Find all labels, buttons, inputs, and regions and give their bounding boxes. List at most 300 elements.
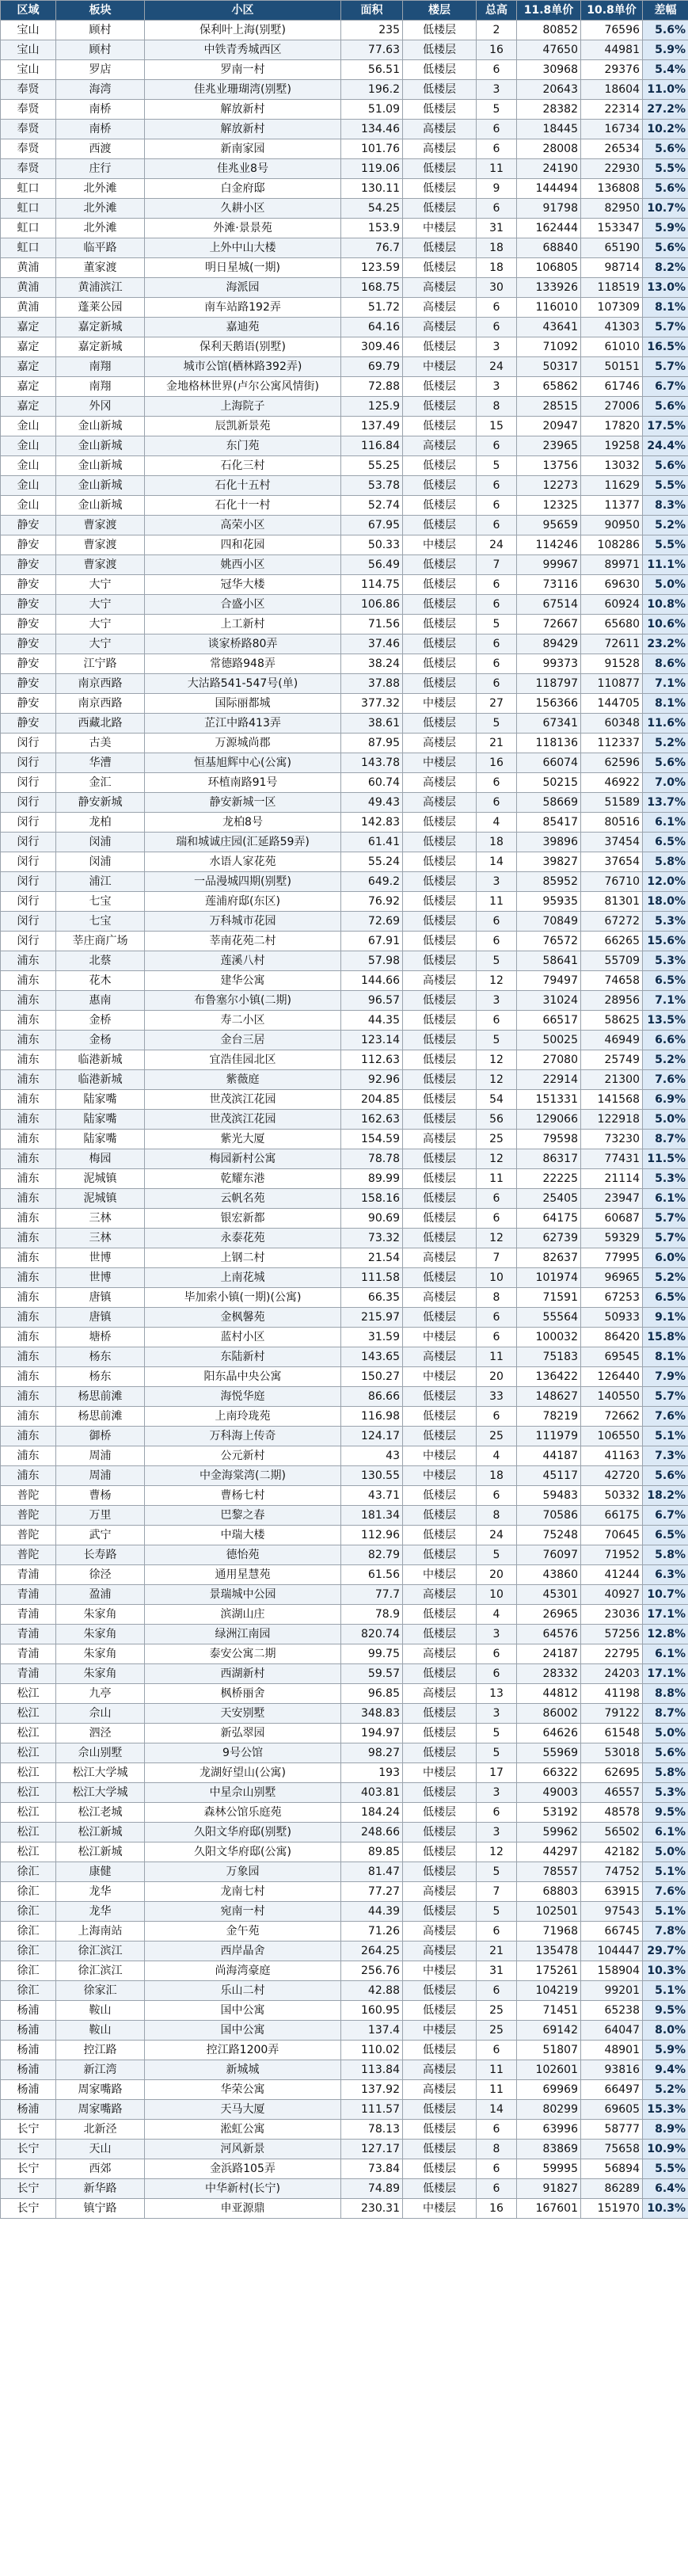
cell-total-floors: 5	[477, 1902, 517, 1922]
cell-price-1008: 106550	[581, 1427, 643, 1446]
cell-price-1008: 37454	[581, 833, 643, 852]
cell-total-floors: 31	[477, 219, 517, 238]
cell-floor-type: 低楼层	[403, 892, 477, 912]
cell-total-floors: 12	[477, 1070, 517, 1090]
cell-floor-type: 低楼层	[403, 2001, 477, 2021]
cell-area: 77.7	[341, 1585, 403, 1605]
cell-price-1008: 62695	[581, 1763, 643, 1783]
table-row	[1, 377, 688, 397]
table-row	[1, 456, 688, 476]
table-row	[1, 1922, 688, 1942]
table-row	[1, 1526, 688, 1545]
cell-price-1008: 97543	[581, 1902, 643, 1922]
cell-diff: 5.5%	[643, 2159, 688, 2179]
cell-total-floors: 3	[477, 1625, 517, 1644]
cell-area: 110.02	[341, 2041, 403, 2060]
cell-total-floors: 24	[477, 357, 517, 377]
cell-price-1108: 13756	[517, 456, 581, 476]
cell-community: 龙柏8号	[145, 813, 341, 833]
cell-floor-type: 低楼层	[403, 21, 477, 40]
cell-floor-type: 中楼层	[403, 219, 477, 238]
cell-price-1008: 50151	[581, 357, 643, 377]
cell-price-1108: 22914	[517, 1070, 581, 1090]
table-row	[1, 1724, 688, 1743]
cell-community: 石化十一村	[145, 496, 341, 516]
cell-diff: 27.2%	[643, 100, 688, 120]
cell-area: 92.96	[341, 1070, 403, 1090]
cell-area: 124.17	[341, 1427, 403, 1446]
cell-region: 宝山	[1, 60, 56, 80]
cell-floor-type: 中楼层	[403, 1961, 477, 1981]
cell-area: 42.88	[341, 1981, 403, 2001]
cell-price-1008: 75658	[581, 2140, 643, 2159]
cell-price-1008: 48578	[581, 1803, 643, 1823]
cell-price-1108: 71092	[517, 337, 581, 357]
cell-diff: 7.6%	[643, 1070, 688, 1090]
cell-region: 松江	[1, 1743, 56, 1763]
cell-price-1008: 108286	[581, 535, 643, 555]
table-row	[1, 2100, 688, 2120]
cell-price-1008: 44981	[581, 40, 643, 60]
table-row	[1, 674, 688, 694]
cell-region: 浦东	[1, 1050, 56, 1070]
cell-price-1008: 99201	[581, 1981, 643, 2001]
cell-plate: 周浦	[56, 1466, 145, 1486]
cell-plate: 朱家角	[56, 1605, 145, 1625]
cell-community: 景瑞城中公园	[145, 1585, 341, 1605]
cell-plate: 徐汇滨江	[56, 1942, 145, 1961]
cell-diff: 18.0%	[643, 892, 688, 912]
cell-community: 金台三居	[145, 1031, 341, 1050]
cell-community: 环植南路91号	[145, 773, 341, 793]
cell-price-1108: 68840	[517, 238, 581, 258]
table-row	[1, 318, 688, 337]
table-row	[1, 1288, 688, 1308]
cell-diff: 5.6%	[643, 1743, 688, 1763]
cell-floor-type: 低楼层	[403, 1545, 477, 1565]
header-plate: 板块	[56, 1, 145, 21]
cell-plate: 惠南	[56, 991, 145, 1011]
cell-region: 金山	[1, 436, 56, 456]
header-row	[1, 1, 688, 21]
cell-region: 杨浦	[1, 2041, 56, 2060]
cell-total-floors: 5	[477, 1545, 517, 1565]
cell-diff: 5.2%	[643, 1268, 688, 1288]
cell-price-1108: 22225	[517, 1169, 581, 1189]
cell-total-floors: 3	[477, 337, 517, 357]
cell-diff: 5.2%	[643, 2080, 688, 2100]
cell-total-floors: 6	[477, 1209, 517, 1229]
cell-floor-type: 低楼层	[403, 1268, 477, 1288]
cell-floor-type: 低楼层	[403, 40, 477, 60]
cell-price-1108: 28515	[517, 397, 581, 417]
table-row	[1, 1585, 688, 1605]
cell-total-floors: 6	[477, 1803, 517, 1823]
cell-community: 龙南七村	[145, 1882, 341, 1902]
cell-region: 浦东	[1, 1427, 56, 1446]
cell-community: 中瑞大楼	[145, 1526, 341, 1545]
cell-floor-type: 低楼层	[403, 912, 477, 932]
cell-price-1008: 59329	[581, 1229, 643, 1248]
cell-community: 静安新城一区	[145, 793, 341, 813]
cell-community: 金枫馨苑	[145, 1308, 341, 1328]
cell-region: 静安	[1, 714, 56, 734]
cell-area: 78.13	[341, 2120, 403, 2140]
cell-diff: 5.6%	[643, 238, 688, 258]
cell-price-1008: 60348	[581, 714, 643, 734]
cell-floor-type: 低楼层	[403, 2120, 477, 2140]
cell-price-1008: 136808	[581, 179, 643, 199]
cell-plate: 陆家嘴	[56, 1090, 145, 1110]
cell-price-1108: 102601	[517, 2060, 581, 2080]
cell-community: 上南玲珑苑	[145, 1407, 341, 1427]
cell-plate: 周家嘴路	[56, 2100, 145, 2120]
table-row	[1, 476, 688, 496]
cell-price-1108: 86317	[517, 1149, 581, 1169]
cell-price-1108: 62739	[517, 1229, 581, 1248]
cell-price-1008: 67253	[581, 1288, 643, 1308]
cell-community: 建华公寓	[145, 971, 341, 991]
cell-area: 56.49	[341, 555, 403, 575]
table-row	[1, 1070, 688, 1090]
cell-price-1108: 76572	[517, 932, 581, 951]
cell-region: 青浦	[1, 1565, 56, 1585]
cell-diff: 5.2%	[643, 734, 688, 753]
cell-floor-type: 低楼层	[403, 1902, 477, 1922]
cell-total-floors: 5	[477, 714, 517, 734]
table-row	[1, 1803, 688, 1823]
cell-diff: 8.2%	[643, 258, 688, 278]
cell-price-1108: 101974	[517, 1268, 581, 1288]
cell-area: 89.85	[341, 1842, 403, 1862]
cell-diff: 5.8%	[643, 1545, 688, 1565]
cell-price-1108: 18445	[517, 120, 581, 139]
cell-plate: 康健	[56, 1862, 145, 1882]
cell-area: 116.98	[341, 1407, 403, 1427]
cell-floor-type: 低楼层	[403, 337, 477, 357]
table-row	[1, 1229, 688, 1248]
cell-area: 130.11	[341, 179, 403, 199]
cell-price-1008: 19258	[581, 436, 643, 456]
cell-community: 海派园	[145, 278, 341, 298]
cell-floor-type: 低楼层	[403, 833, 477, 852]
cell-price-1008: 104447	[581, 1942, 643, 1961]
cell-region: 浦东	[1, 1248, 56, 1268]
cell-price-1008: 58777	[581, 2120, 643, 2140]
cell-area: 50.33	[341, 535, 403, 555]
cell-price-1008: 64047	[581, 2021, 643, 2041]
cell-floor-type: 低楼层	[403, 1387, 477, 1407]
cell-price-1008: 93816	[581, 2060, 643, 2080]
cell-region: 松江	[1, 1704, 56, 1724]
cell-price-1108: 136422	[517, 1367, 581, 1387]
table-row	[1, 1862, 688, 1882]
cell-diff: 5.6%	[643, 397, 688, 417]
cell-diff: 12.8%	[643, 1625, 688, 1644]
cell-plate: 长寿路	[56, 1545, 145, 1565]
table-row	[1, 120, 688, 139]
cell-community: 银宏新都	[145, 1209, 341, 1229]
cell-diff: 9.5%	[643, 2001, 688, 2021]
table-row	[1, 1565, 688, 1585]
cell-price-1008: 46949	[581, 1031, 643, 1050]
cell-total-floors: 5	[477, 951, 517, 971]
cell-floor-type: 低楼层	[403, 179, 477, 199]
cell-price-1108: 45301	[517, 1585, 581, 1605]
cell-price-1008: 25749	[581, 1050, 643, 1070]
cell-community: 谈家桥路80弄	[145, 634, 341, 654]
cell-diff: 5.8%	[643, 852, 688, 872]
cell-floor-type: 低楼层	[403, 615, 477, 634]
cell-total-floors: 6	[477, 516, 517, 535]
cell-region: 嘉定	[1, 397, 56, 417]
cell-community: 大沽路541-547号(单)	[145, 674, 341, 694]
table-row	[1, 1961, 688, 1981]
cell-price-1108: 86002	[517, 1704, 581, 1724]
cell-diff: 5.3%	[643, 951, 688, 971]
cell-plate: 镇宁路	[56, 2199, 145, 2219]
cell-price-1008: 53018	[581, 1743, 643, 1763]
cell-price-1008: 58625	[581, 1011, 643, 1031]
cell-region: 徐汇	[1, 1942, 56, 1961]
cell-region: 浦东	[1, 1031, 56, 1050]
cell-price-1108: 67514	[517, 595, 581, 615]
cell-floor-type: 低楼层	[403, 2041, 477, 2060]
cell-price-1008: 151970	[581, 2199, 643, 2219]
cell-price-1008: 86420	[581, 1328, 643, 1347]
cell-region: 静安	[1, 615, 56, 634]
cell-community: 国中公寓	[145, 2021, 341, 2041]
cell-region: 闵行	[1, 932, 56, 951]
cell-region: 浦东	[1, 1466, 56, 1486]
table-row	[1, 1308, 688, 1328]
cell-diff: 5.6%	[643, 21, 688, 40]
cell-floor-type: 高楼层	[403, 436, 477, 456]
cell-area: 649.2	[341, 872, 403, 892]
cell-area: 112.96	[341, 1526, 403, 1545]
cell-area: 66.35	[341, 1288, 403, 1308]
cell-area: 154.59	[341, 1130, 403, 1149]
cell-area: 403.81	[341, 1783, 403, 1803]
cell-plate: 蓬莱公园	[56, 298, 145, 318]
table-row	[1, 813, 688, 833]
cell-plate: 嘉定新城	[56, 337, 145, 357]
table-row	[1, 2159, 688, 2179]
cell-diff: 24.4%	[643, 436, 688, 456]
cell-total-floors: 21	[477, 1942, 517, 1961]
cell-diff: 9.4%	[643, 2060, 688, 2080]
cell-community: 石化三村	[145, 456, 341, 476]
cell-community: 金午苑	[145, 1922, 341, 1942]
cell-price-1008: 22930	[581, 159, 643, 179]
cell-diff: 18.2%	[643, 1486, 688, 1506]
cell-price-1008: 41198	[581, 1684, 643, 1704]
cell-community: 东陆新村	[145, 1347, 341, 1367]
cell-region: 普陀	[1, 1545, 56, 1565]
cell-floor-type: 中楼层	[403, 1446, 477, 1466]
cell-area: 90.69	[341, 1209, 403, 1229]
cell-plate: 杨东	[56, 1347, 145, 1367]
cell-diff: 13.0%	[643, 278, 688, 298]
cell-floor-type: 中楼层	[403, 2021, 477, 2041]
cell-diff: 8.7%	[643, 1130, 688, 1149]
cell-price-1008: 48901	[581, 2041, 643, 2060]
table-row	[1, 397, 688, 417]
cell-price-1008: 60924	[581, 595, 643, 615]
cell-floor-type: 低楼层	[403, 60, 477, 80]
cell-region: 嘉定	[1, 377, 56, 397]
cell-price-1008: 16734	[581, 120, 643, 139]
cell-community: 龙湖好望山(公寓)	[145, 1763, 341, 1783]
cell-price-1008: 158904	[581, 1961, 643, 1981]
cell-community: 万源城尚郡	[145, 734, 341, 753]
cell-total-floors: 8	[477, 1506, 517, 1526]
cell-region: 黄浦	[1, 258, 56, 278]
cell-area: 112.63	[341, 1050, 403, 1070]
cell-community: 莲溪八村	[145, 951, 341, 971]
cell-area: 76.92	[341, 892, 403, 912]
cell-area: 184.24	[341, 1803, 403, 1823]
table-row	[1, 1149, 688, 1169]
cell-floor-type: 低楼层	[403, 100, 477, 120]
table-row	[1, 1486, 688, 1506]
cell-price-1008: 77995	[581, 1248, 643, 1268]
cell-total-floors: 11	[477, 159, 517, 179]
table-row	[1, 555, 688, 575]
cell-total-floors: 12	[477, 1842, 517, 1862]
cell-community: 白金府邸	[145, 179, 341, 199]
table-row	[1, 1545, 688, 1565]
cell-price-1008: 80516	[581, 813, 643, 833]
cell-diff: 5.0%	[643, 575, 688, 595]
cell-area: 113.84	[341, 2060, 403, 2080]
table-row	[1, 833, 688, 852]
cell-floor-type: 高楼层	[403, 1585, 477, 1605]
cell-plate: 朱家角	[56, 1664, 145, 1684]
cell-area: 73.32	[341, 1229, 403, 1248]
cell-region: 青浦	[1, 1585, 56, 1605]
cell-region: 长宁	[1, 2159, 56, 2179]
cell-diff: 7.1%	[643, 991, 688, 1011]
cell-area: 54.25	[341, 199, 403, 219]
cell-diff: 13.7%	[643, 793, 688, 813]
cell-plate: 龙华	[56, 1902, 145, 1922]
cell-plate: 龙柏	[56, 813, 145, 833]
cell-floor-type: 低楼层	[403, 1605, 477, 1625]
cell-area: 86.66	[341, 1387, 403, 1407]
cell-price-1008: 74752	[581, 1862, 643, 1882]
cell-price-1108: 66517	[517, 1011, 581, 1031]
cell-price-1008: 21114	[581, 1169, 643, 1189]
cell-plate: 顾村	[56, 21, 145, 40]
cell-plate: 朱家角	[56, 1625, 145, 1644]
cell-community: 公元新村	[145, 1446, 341, 1466]
cell-price-1108: 95659	[517, 516, 581, 535]
cell-price-1008: 76710	[581, 872, 643, 892]
cell-floor-type: 高楼层	[403, 278, 477, 298]
cell-floor-type: 低楼层	[403, 1743, 477, 1763]
table-row	[1, 2060, 688, 2080]
cell-price-1008: 57256	[581, 1625, 643, 1644]
cell-total-floors: 6	[477, 1922, 517, 1942]
cell-total-floors: 33	[477, 1387, 517, 1407]
cell-plate: 金桥	[56, 1011, 145, 1031]
cell-price-1108: 67341	[517, 714, 581, 734]
cell-total-floors: 4	[477, 1446, 517, 1466]
cell-region: 浦东	[1, 951, 56, 971]
table-row	[1, 516, 688, 535]
table-row	[1, 2021, 688, 2041]
cell-area: 31.59	[341, 1328, 403, 1347]
cell-community: 新南家园	[145, 139, 341, 159]
cell-floor-type: 高楼层	[403, 1130, 477, 1149]
table-row	[1, 258, 688, 278]
cell-floor-type: 中楼层	[403, 1763, 477, 1783]
cell-total-floors: 12	[477, 1050, 517, 1070]
cell-floor-type: 低楼层	[403, 1209, 477, 1229]
cell-floor-type: 中楼层	[403, 2199, 477, 2219]
cell-price-1108: 12273	[517, 476, 581, 496]
table-row	[1, 1090, 688, 1110]
cell-total-floors: 3	[477, 377, 517, 397]
cell-price-1008: 40927	[581, 1585, 643, 1605]
cell-region: 青浦	[1, 1644, 56, 1664]
cell-diff: 10.3%	[643, 1961, 688, 1981]
table-row	[1, 575, 688, 595]
cell-price-1008: 13032	[581, 456, 643, 476]
cell-region: 徐汇	[1, 1902, 56, 1922]
cell-plate: 松江大学城	[56, 1783, 145, 1803]
table-row	[1, 1110, 688, 1130]
cell-region: 闵行	[1, 753, 56, 773]
cell-diff: 6.6%	[643, 1031, 688, 1050]
cell-area: 264.25	[341, 1942, 403, 1961]
cell-price-1108: 39896	[517, 833, 581, 852]
cell-plate: 董家渡	[56, 258, 145, 278]
cell-community: 保利天鹅语(别墅)	[145, 337, 341, 357]
cell-plate: 罗店	[56, 60, 145, 80]
cell-region: 松江	[1, 1763, 56, 1783]
cell-region: 静安	[1, 694, 56, 714]
cell-region: 虹口	[1, 238, 56, 258]
cell-plate: 庄行	[56, 159, 145, 179]
cell-floor-type: 高楼层	[403, 1644, 477, 1664]
cell-plate: 鞍山	[56, 2021, 145, 2041]
cell-region: 浦东	[1, 1367, 56, 1387]
cell-total-floors: 11	[477, 2060, 517, 2080]
cell-diff: 6.9%	[643, 1090, 688, 1110]
cell-diff: 6.3%	[643, 1565, 688, 1585]
cell-plate: 南京西路	[56, 694, 145, 714]
cell-area: 59.57	[341, 1664, 403, 1684]
cell-community: 嘉迪苑	[145, 318, 341, 337]
cell-plate: 新华路	[56, 2179, 145, 2199]
cell-total-floors: 14	[477, 2100, 517, 2120]
table-row	[1, 1763, 688, 1783]
table-row	[1, 1842, 688, 1862]
cell-plate: 九亭	[56, 1684, 145, 1704]
cell-plate: 金山新城	[56, 496, 145, 516]
cell-community: 新弘翠园	[145, 1724, 341, 1743]
cell-price-1108: 135478	[517, 1942, 581, 1961]
cell-diff: 5.7%	[643, 357, 688, 377]
cell-floor-type: 低楼层	[403, 1783, 477, 1803]
cell-floor-type: 高楼层	[403, 2080, 477, 2100]
cell-area: 127.17	[341, 2140, 403, 2159]
cell-plate: 佘山别墅	[56, 1743, 145, 1763]
cell-plate: 大宁	[56, 575, 145, 595]
cell-floor-type: 低楼层	[403, 1823, 477, 1842]
